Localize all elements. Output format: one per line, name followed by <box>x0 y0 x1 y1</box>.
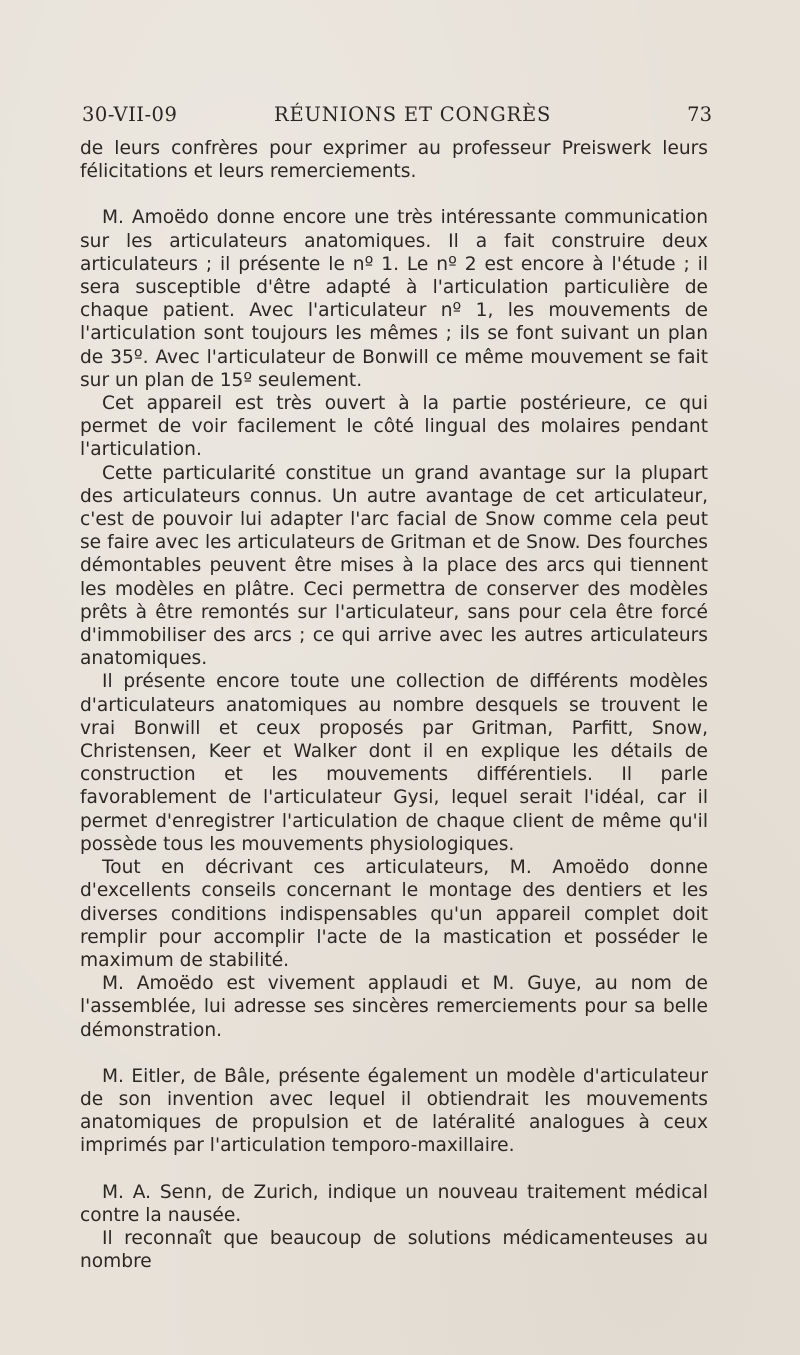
paragraph-continuation: de leurs confrères pour exprimer au professeur Preiswerk leurs félicitations et leurs remerciements. <box>80 138 708 183</box>
paragraph-senn: M. A. Senn, de Zurich, indique un nouveau traitement médical contre la nausée. <box>80 1181 708 1226</box>
page-number: 73 <box>687 103 712 126</box>
issue-date: 30-VII-09 <box>82 103 178 126</box>
paragraph-eitler: M. Eitler, de Bâle, présente également un modèle d'articulateur de son invention avec lequel il obtiendrait les mouvements anatomiques de propulsion et de latéralité analogues à ceux imprimés par l'articulation temporo-maxillaire. <box>80 1065 708 1157</box>
paragraph-collection: Il présente encore toute une collection de différents modèles d'articulateurs anatomiques au nombre desquels se trouvent le vrai Bonwill et ceux proposés par Gritman, Parfitt, Snow, Christensen, Keer et Walker dont il en explique les détails de construction et les mouvements différentiels. Il parle favorablement de l'articulateur Gysi, lequel serait l'idéal, car il permet d'enregistrer l'articulation de chaque client de même qu'il possède tous les mouvements physiologiques. <box>80 671 708 855</box>
body-text <box>80 137 708 1273</box>
running-head <box>82 103 712 133</box>
paragraph-amoedo-communication: M. Amoëdo donne encore une très intéressante communication sur les articulateurs anatomiques. Il a fait construire deux articulateurs ; il présente le nº 1. Le nº 2 est encore à l'étude ; il sera susceptible d'être adapté à l'articulation particulière de chaque patient. Avec l'articulateur nº 1, les mouvements de l'articulation sont toujours les mêmes ; ils se font suivant un plan de 35º. Avec l'articulateur de Bonwill ce même mouvement se fait sur un plan de 15º seulement. <box>80 207 708 391</box>
section-title: RÉUNIONS ET CONGRÈS <box>274 103 552 126</box>
paragraph-reconnait: Il reconnaît que beaucoup de solutions médicamenteuses au nombre <box>80 1227 708 1273</box>
paragraph-particularite: Cette particularité constitue un grand avantage sur la plupart des articulateurs connus. Un autre avantage de cet articulateur, c'est de pouvoir lui adapter l'arc facial de Snow comme cela peut se faire avec les articulateurs de Gritman et de Snow. Des fourches démontables peuvent être mises à la place des arcs qui tiennent les modèles en plâtre. Ceci permettra de conserver des modèles prêts à être remontés sur l'articulateur, sans pour cela être forcé d'immobiliser des arcs ; ce qui arrive avec les autres articulateurs anatomiques. <box>80 462 708 670</box>
paragraph-appareil-ouvert: Cet appareil est très ouvert à la partie postérieure, ce qui permet de voir facilement le côté lingual des molaires pendant l'articulation. <box>80 393 708 461</box>
paragraph-conseils: Tout en décrivant ces articulateurs, M. Amoëdo donne d'excellents conseils concernant le montage des dentiers et les diverses conditions indispensables qu'un appareil complet doit remplir pour accomplir l'acte de la mastication et posséder le maximum de stabilité. <box>80 857 708 971</box>
paragraph-applaudi: M. Amoëdo est vivement applaudi et M. Guye, au nom de l'assemblée, lui adresse ses sincères remerciements pour sa belle démonstration. <box>80 973 708 1041</box>
